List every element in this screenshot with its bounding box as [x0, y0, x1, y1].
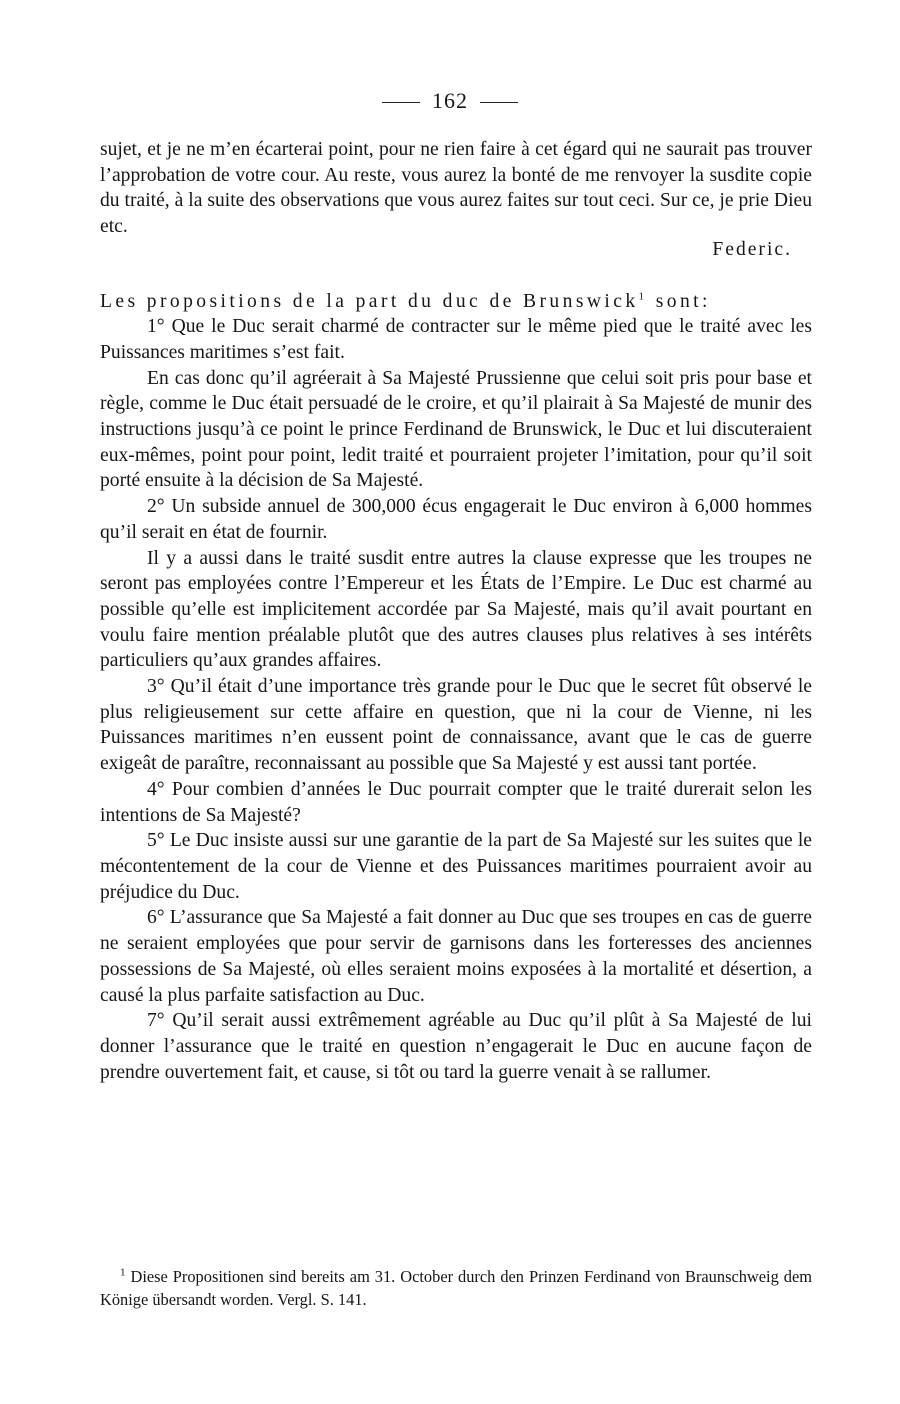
proposition-1-detail: En cas donc qu’il agréerait à Sa Majesté Prussienne que celui soit pris pour base et règle, comme le Duc était persuadé de le croire, et qu’il plairait à Sa Majesté de munir des instructions jusqu’à ce point le prince Ferdinand de Brunswick, le Duc et lui discuteraient eux-mêmes, point pour point, ledit traité et pourraient projeter l’imitation, pour qu’il soit porté ensuite à la décision de Sa Majesté.: [100, 367, 812, 492]
main-text: [100, 137, 812, 1085]
footnote-paragraph: [100, 1265, 812, 1311]
proposition-6: 6° L’assurance que Sa Majesté a fait donner au Duc que ses troupes en cas de guerre ne seraient employées que pour servir de garnisons dans les forteresses des anciennes possessions de Sa Majesté, où elles seraient moins exposées à la mortalité et désertion, a causé la plus parfaite satisfaction au Duc.: [100, 907, 812, 1006]
footnote-reference: 1: [638, 289, 648, 302]
proposition-7: 7° Qu’il serait aussi extrêmement agréable au Duc qu’il plût à Sa Majesté de lui donner l’assurance que le traité en question n’engagerait le Duc en aucune façon de prendre ouvertement fait, et cause, si tôt ou tard la guerre venait à se rallumer.: [100, 1010, 812, 1083]
header-dash-right: [480, 102, 518, 103]
signature: Federic.: [712, 238, 792, 260]
page-number: 162: [432, 88, 468, 113]
letter-closing: sujet, et je ne m’en écarterai point, pour ne rien faire à cet égard qui ne saurait pas trouver l’approbation de votre cour. Au reste, vous aurez la bonté de me renvoyer la susdite copie du traité, à la suite des observations que vous aurez faites sur tout ceci. Sur ce, je prie Dieu etc.: [100, 139, 812, 238]
footnote-text: Diese Propositionen sind bereits am 31. October durch den Prinzen Ferdinand von Braunschweig dem Könige übersandt worden. Vergl. S. 141.: [100, 1267, 812, 1309]
header-dash-left: [382, 102, 420, 103]
proposition-5: 5° Le Duc insiste aussi sur une garantie de la part de Sa Majesté sur les suites que le mécontentement de la cour de Vienne et des Puissances maritimes pourraient avoir au préjudice du Duc.: [100, 830, 812, 903]
proposition-1: 1° Que le Duc serait charmé de contracter sur le même pied que le traité avec les Puissances maritimes s’est fait.: [100, 316, 812, 363]
propositions-heading-end: sont:: [647, 290, 711, 312]
proposition-2: 2° Un subside annuel de 300,000 écus engagerait le Duc environ à 6,000 hommes qu’il serait en état de fournir.: [100, 496, 812, 543]
footnote-marker: 1: [120, 1266, 126, 1279]
page-header: [0, 88, 900, 114]
proposition-3: 3° Qu’il était d’une importance très grande pour le Duc que le secret fût observé le plus religieusement sur cette affaire en question, que ni la cour de Vienne, ni les Puissances maritimes n’en eussent point de connaissance, avant que le cas de guerre exigeât de paraître, reconnaissant au possible que Sa Majesté y est aussi tant portée.: [100, 676, 812, 775]
proposition-4: 4° Pour combien d’années le Duc pourrait compter que le traité durerait selon les intentions de Sa Majesté?: [100, 778, 812, 826]
propositions-heading: [100, 289, 812, 315]
proposition-2-detail: Il y a aussi dans le traité susdit entre autres la clause expresse que les troupes ne seront pas employées contre l’Empereur et les États de l’Empire. Le Duc est charmé au possible qu’elle est implicitement accordée par Sa Majesté, mais qu’il avait pourtant en voulu faire mention préalable plutôt que des autres clauses plus relatives à ses intérêts particuliers qu’aux grandes affaires.: [100, 547, 812, 672]
propositions-heading-text: Les propositions de la part du duc de Brunswick: [100, 290, 639, 312]
footnote: [100, 1265, 812, 1311]
